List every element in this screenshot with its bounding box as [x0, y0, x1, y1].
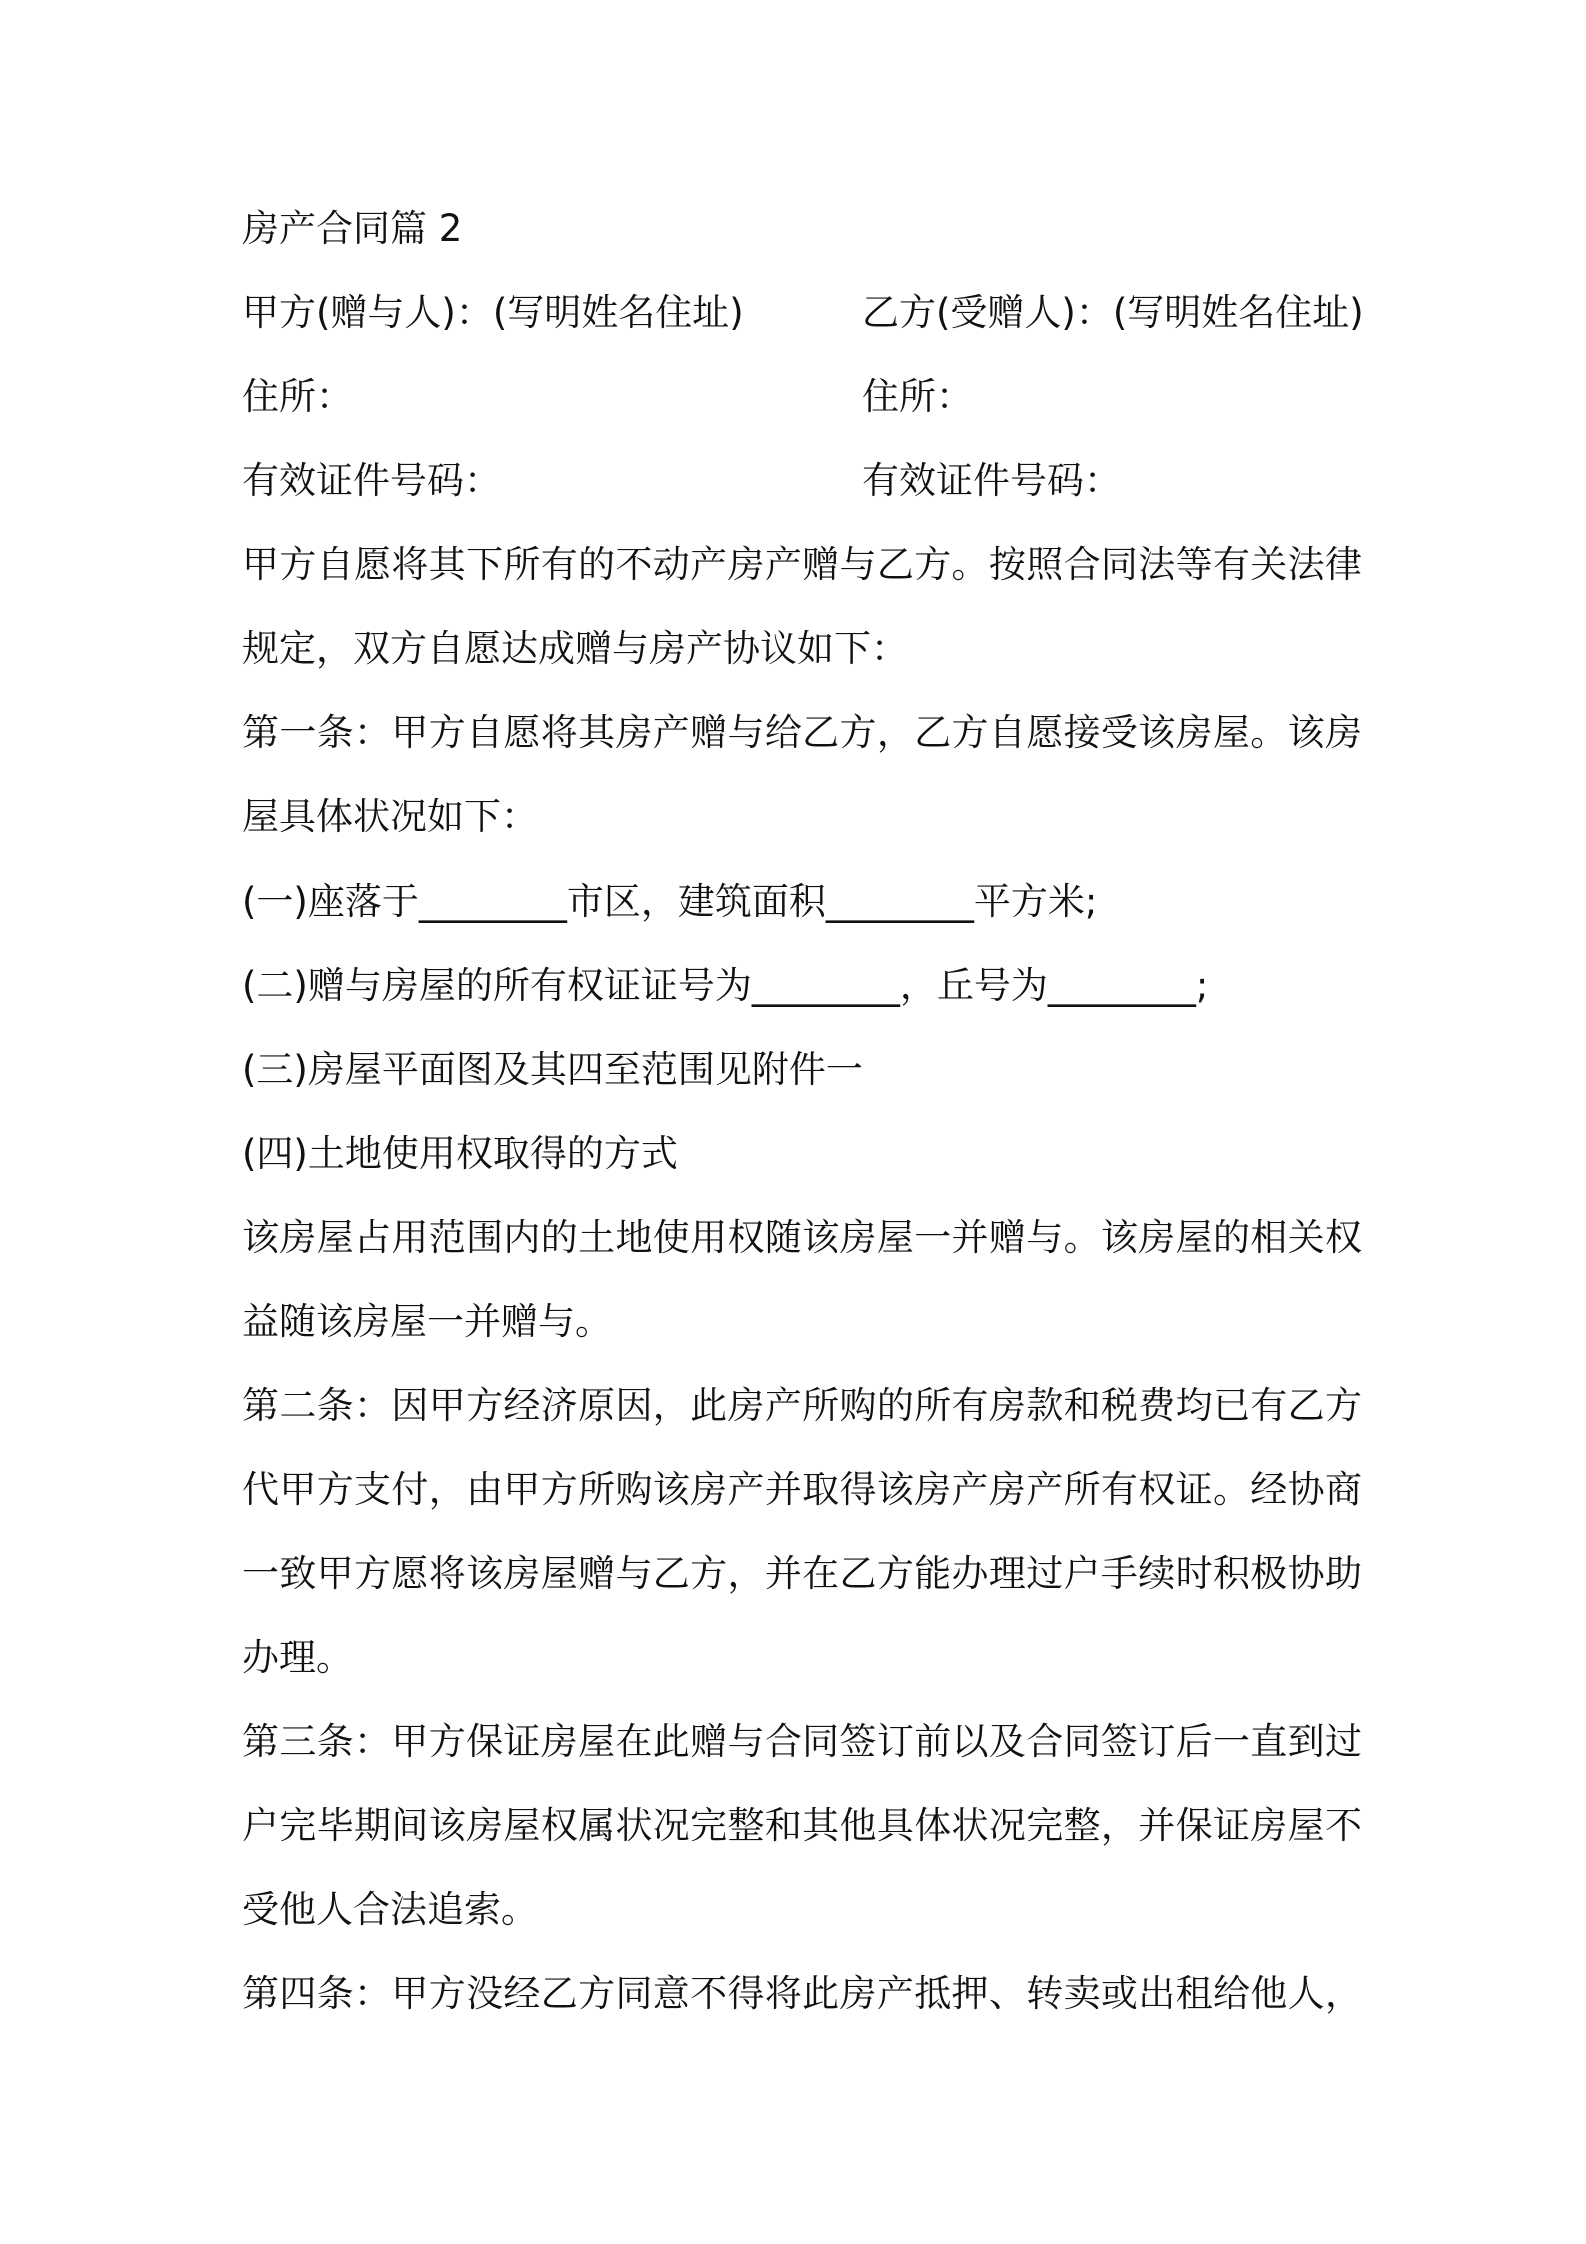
party-b-address: 住所： [862, 375, 973, 418]
article-1-line: 第一条：甲方自愿将其房产赠与给乙方，乙方自愿接受该房屋。该房 [242, 711, 1362, 754]
article-2-line: 办理。 [242, 1636, 353, 1679]
article-2-line: 代甲方支付，由甲方所购该房产并取得该房产房产所有权证。经协商 [242, 1468, 1362, 1511]
article-3-line: 户完毕期间该房屋权属状况完整和其他具体状况完整，并保证房屋不 [242, 1804, 1362, 1847]
article-2-line: 一致甲方愿将该房屋赠与乙方，并在乙方能办理过户手续时积极协助 [242, 1552, 1362, 1595]
party-row [242, 289, 1362, 337]
paragraph-line: 该房屋占用范围内的土地使用权随该房屋一并赠与。该房屋的相关权 [242, 1216, 1362, 1259]
id-row [242, 457, 1362, 505]
party-a-id: 有效证件号码： [242, 459, 501, 502]
article-1-line: 屋具体状况如下： [242, 795, 538, 838]
article-3-line: 第三条：甲方保证房屋在此赠与合同签订前以及合同签订后一直到过 [242, 1720, 1362, 1763]
paragraph-line: 甲方自愿将其下所有的不动产房产赠与乙方。按照合同法等有关法律 [242, 543, 1362, 586]
item-floor-plan: (三)房屋平面图及其四至范围见附件一 [242, 1048, 863, 1091]
party-a-address: 住所： [242, 375, 353, 418]
item-location: (一)座落于________市区，建筑面积________平方米; [242, 880, 1098, 923]
item-land-use: (四)土地使用权取得的方式 [242, 1132, 678, 1175]
party-b-id: 有效证件号码： [862, 459, 1121, 502]
article-2-line: 第二条：因甲方经济原因，此房产所购的所有房款和税费均已有乙方 [242, 1384, 1362, 1427]
address-row [242, 373, 1362, 421]
paragraph-line: 规定，双方自愿达成赠与房产协议如下： [242, 627, 908, 670]
article-3-line: 受他人合法追索。 [242, 1888, 538, 1931]
party-b-label: 乙方(受赠人)：(写明姓名住址) [862, 291, 1364, 334]
document-title: 房产合同篇 2 [242, 207, 463, 250]
party-a-label: 甲方(赠与人)：(写明姓名住址) [242, 291, 744, 334]
article-4-line: 第四条：甲方没经乙方同意不得将此房产抵押、转卖或出租给他人， [242, 1972, 1362, 2015]
item-certificate: (二)赠与房屋的所有权证证号为________，丘号为________; [242, 964, 1209, 1007]
paragraph-line: 益随该房屋一并赠与。 [242, 1300, 612, 1343]
